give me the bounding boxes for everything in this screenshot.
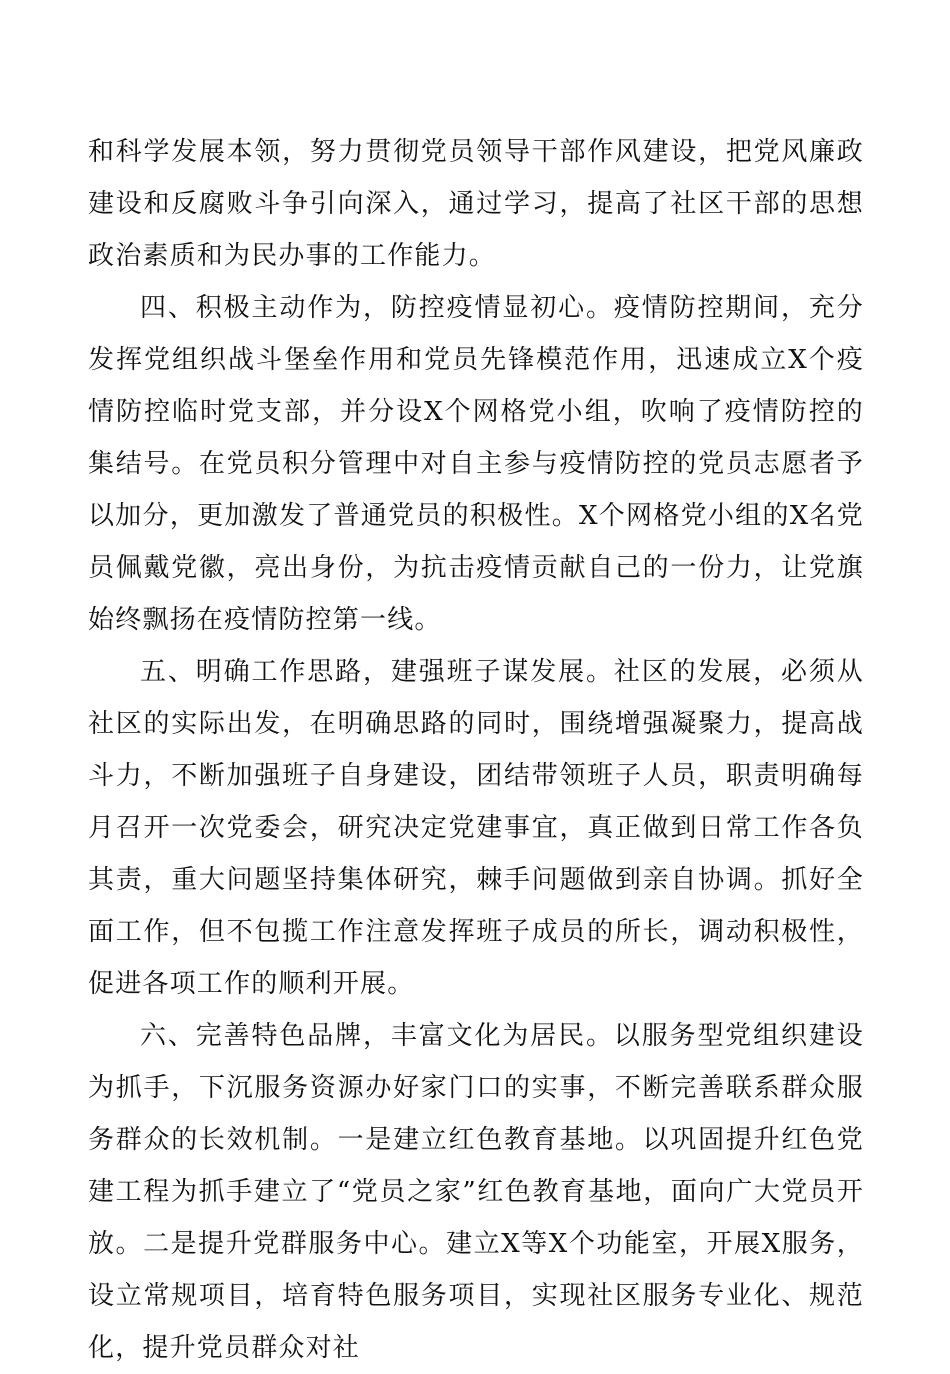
document-body (88, 126, 864, 1374)
paragraph-section-four: 四、积极主动作为，防控疫情显初心。疫情防控期间，充分发挥党组织战斗堡垒作用和党员先锋模范作用，迅速成立X个疫情防控临时党支部，并分设X个网格党小组，吹响了疫情防控的集结号。在党员积分管理中对自主参与疫情防控的党员志愿者予以加分，更加激发了普通党员的积极性。X个网格党小组的X名党员佩戴党徽，亮出身份，为抗击疫情贡献自己的一份力，让党旗始终飘扬在疫情防控第一线。 (88, 293, 864, 635)
paragraph-section-five: 五、明确工作思路，建强班子谋发展。社区的发展，必须从社区的实际出发，在明确思路的同时，围绕增强凝聚力，提高战斗力，不断加强班子自身建设，团结带领班子人员，职责明确每月召开一次党委会，研究决定党建事宜，真正做到日常工作各负其责，重大问题坚持集体研究，棘手问题做到亲自协调。抓好全面工作，但不包揽工作注意发挥班子成员的所长，调动积极性，促进各项工作的顺利开展。 (88, 657, 864, 999)
paragraph-continuation: 和科学发展本领，努力贯彻党员领导干部作风建设，把党风廉政建设和反腐败斗争引向深入，通过学习，提高了社区干部的思想政治素质和为民办事的工作能力。 (88, 137, 864, 271)
paragraph-section-six: 六、完善特色品牌，丰富文化为居民。以服务型党组织建设为抓手，下沉服务资源办好家门口的实事，不断完善联系群众服务群众的长效机制。一是建立红色教育基地。以巩固提升红色党建工程为抓手建立了“党员之家”红色教育基地，面向广大党员开放。二是提升党群服务中心。建立X等X个功能室，开展X服务，设立常规项目，培育特色服务项目，实现社区服务专业化、规范化，提升党员群众对社 (88, 1021, 864, 1363)
